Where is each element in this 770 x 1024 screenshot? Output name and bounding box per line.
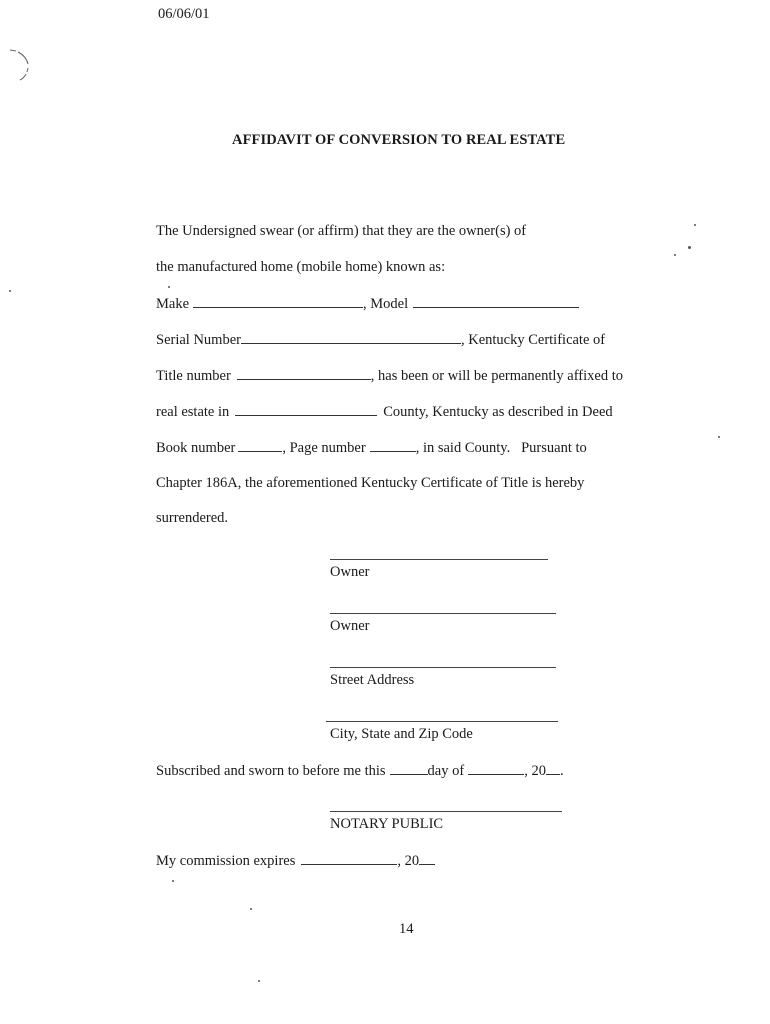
commission-year-blank[interactable]	[419, 852, 435, 865]
commission-year-prefix: , 20	[397, 853, 420, 869]
city-state-zip-line[interactable]	[326, 721, 558, 722]
city-state-zip-label: City, State and Zip Code	[330, 726, 473, 742]
commission-line	[156, 852, 435, 870]
year-blank[interactable]	[546, 762, 560, 775]
day-of-label: day of	[427, 763, 465, 779]
day-blank[interactable]	[390, 762, 428, 775]
body-line-surrendered: surrendered.	[156, 510, 229, 526]
make-model-line	[156, 295, 579, 313]
scan-speck	[688, 246, 691, 249]
kentucky-cert-label: , Kentucky Certificate of	[460, 332, 606, 348]
book-page-line	[156, 439, 587, 457]
model-blank[interactable]	[413, 295, 579, 308]
commission-date-blank[interactable]	[301, 852, 397, 865]
scan-mark-icon	[6, 44, 36, 84]
street-address-line[interactable]	[330, 667, 556, 668]
year-prefix: , 20	[524, 763, 546, 779]
scan-speck	[250, 908, 252, 910]
street-address-label: Street Address	[330, 672, 415, 688]
title-number-blank[interactable]	[237, 367, 371, 380]
scan-speck	[9, 290, 11, 292]
scan-speck	[718, 436, 720, 438]
notary-public-label: NOTARY PUBLIC	[330, 816, 444, 832]
notary-signature-line[interactable]	[330, 811, 562, 812]
subscribed-line	[156, 762, 564, 780]
serial-label: Serial Number	[156, 332, 241, 348]
affixed-text: , has been or will be permanently affixed to	[370, 368, 623, 384]
owner-signature-line-1[interactable]	[330, 559, 548, 560]
commission-prefix: My commission expires	[156, 853, 296, 869]
model-label: , Model	[363, 296, 409, 312]
page-label: , Page number	[282, 440, 366, 456]
page-number: 14	[399, 921, 414, 937]
scan-speck	[258, 980, 260, 982]
body-line-owners: The Undersigned swear (or affirm) that they are the owner(s) of	[156, 223, 527, 239]
book-label: Book number	[156, 440, 236, 456]
county-blank[interactable]	[235, 403, 377, 416]
subscribed-end: .	[559, 763, 564, 779]
title-number-line	[156, 367, 623, 385]
make-label: Make	[156, 296, 190, 312]
serial-line	[156, 331, 605, 349]
owner-label-1: Owner	[330, 564, 370, 580]
body-line-known-as: the manufactured home (mobile home) known as:	[156, 259, 446, 275]
body-line-chapter: Chapter 186A, the aforementioned Kentucky Certificate of Title is hereby	[156, 475, 585, 491]
subscribed-prefix: Subscribed and sworn to before me this	[156, 763, 386, 779]
document-date: 06/06/01	[158, 6, 210, 22]
scan-speck	[168, 286, 170, 288]
book-blank[interactable]	[238, 439, 282, 452]
real-estate-label: real estate in	[156, 404, 230, 420]
document-title: AFFIDAVIT OF CONVERSION TO REAL ESTATE	[232, 132, 566, 148]
scan-speck	[172, 880, 174, 882]
county-text: County, Kentucky as described in Deed	[383, 404, 613, 420]
month-blank[interactable]	[468, 762, 524, 775]
owner-signature-line-2[interactable]	[330, 613, 556, 614]
make-blank[interactable]	[193, 295, 363, 308]
said-county-text: , in said County. Pursuant to	[415, 440, 587, 456]
scan-speck	[694, 224, 696, 226]
real-estate-line	[156, 403, 613, 421]
owner-label-2: Owner	[330, 618, 370, 634]
page-blank[interactable]	[370, 439, 416, 452]
title-number-label: Title number	[156, 368, 231, 384]
serial-blank[interactable]	[241, 331, 461, 344]
scan-speck	[674, 254, 676, 256]
